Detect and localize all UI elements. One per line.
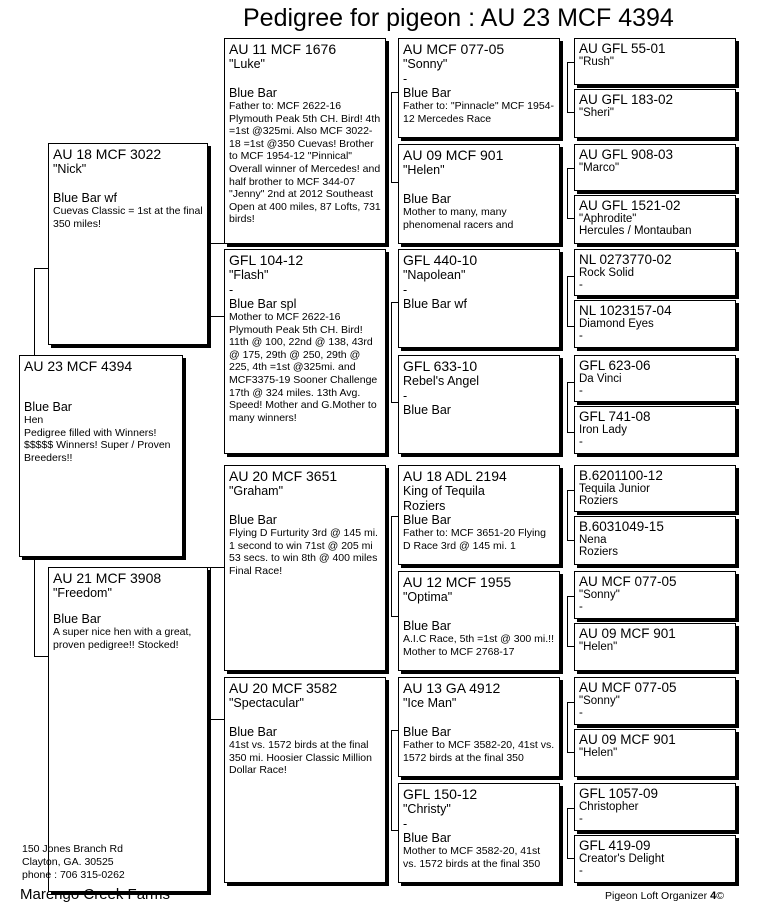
pigeon-id: GFL 440-10	[403, 252, 478, 268]
pigeon-name: "Flash"	[229, 268, 269, 282]
pigeon-color: Blue Bar	[403, 403, 451, 417]
gen5-card-8[interactable]	[574, 406, 736, 454]
pigeon-notes: Mother to MCF 2622-16 Plymouth Peak 5th CH. Bird! 11th @ 100, 22nd @ 138, 43rd @ 175, 29th @ 250, 29th @ 225, 4th =1st @325mi. and MCF3375-19 Sooner Challenge 17th @ 324 miles. 13th Avg. Speed! Mother and G.Mother to many winners!	[229, 311, 378, 424]
pigeon-name: "Sonny"	[579, 695, 620, 707]
pigeon-color: Blue Bar	[403, 192, 451, 206]
gen5-card-13[interactable]	[574, 677, 736, 725]
pigeon-name: "Helen"	[579, 747, 618, 759]
gen5-card-11[interactable]	[574, 571, 736, 619]
pigeon-extra: Roziers	[579, 546, 618, 558]
pigeon-name: "Nick"	[53, 162, 87, 176]
pigeon-id: NL 1023157-04	[579, 303, 672, 318]
pigeon-id: AU 12 MCF 1955	[403, 574, 512, 590]
phone-number: phone : 706 315-0262	[22, 869, 125, 881]
pigeon-id: GFL 623-06	[579, 358, 651, 373]
pigeon-name: Iron Lady	[579, 424, 627, 436]
pigeon-name: King of Tequila	[403, 484, 485, 498]
pigeon-extra: -	[403, 817, 408, 831]
gen5-card-4[interactable]	[574, 195, 736, 244]
pigeon-id: AU 20 MCF 3582	[229, 680, 338, 696]
pigeon-extra: -	[579, 813, 583, 825]
pigeon-name: "Optima"	[403, 590, 453, 604]
pigeon-name-line2: Roziers	[403, 499, 446, 513]
pigeon-id: GFL 150-12	[403, 786, 478, 802]
pigeon-id: AU GFL 55-01	[579, 41, 666, 56]
gen3-card-maternal-granddam[interactable]	[224, 677, 386, 883]
pigeon-id: AU GFL 908-03	[579, 147, 674, 162]
pigeon-color: Blue Bar	[229, 513, 277, 527]
pigeon-extra: -	[403, 283, 408, 297]
pigeon-name: Rebel's Angel	[403, 374, 480, 388]
gen4-card-6[interactable]	[398, 571, 560, 671]
gen5-card-12[interactable]	[574, 623, 736, 671]
pigeon-name: "Graham"	[229, 484, 284, 498]
farm-name: Marengo Creek Farms	[20, 886, 171, 903]
address-line-1: 150 Jones Branch Rd	[22, 843, 123, 855]
pigeon-notes: Pedigree filled with Winners! $$$$$ Winners! Super / Proven Breeders!!	[24, 426, 171, 464]
gen5-card-6[interactable]	[574, 300, 736, 348]
pigeon-name: "Freedom"	[53, 586, 112, 600]
gen5-card-3[interactable]	[574, 144, 736, 191]
gen4-card-1[interactable]	[398, 38, 560, 138]
pigeon-id: AU 13 GA 4912	[403, 680, 501, 696]
software-version: 4	[710, 890, 717, 902]
pigeon-notes: A.I.C Race, 5th =1st @ 300 mi.!! Mother to MCF 2768-17	[403, 633, 555, 658]
copyright-symbol: ©	[716, 890, 724, 902]
sire-card[interactable]	[48, 143, 208, 345]
pigeon-id: AU 09 MCF 901	[579, 732, 676, 747]
pigeon-extra: -	[229, 283, 234, 297]
loft-address	[22, 843, 125, 882]
pigeon-extra: -	[579, 385, 583, 397]
pigeon-name: "Marco"	[579, 162, 620, 174]
pigeon-color: Blue Bar	[229, 86, 277, 100]
software-credit	[605, 890, 724, 903]
gen3-card-maternal-grandsire[interactable]	[224, 465, 386, 671]
gen5-card-7[interactable]	[574, 355, 736, 402]
pigeon-notes: 41st vs. 1572 birds at the final 350 mi. Hoosier Classic Million Dollar Race!	[229, 739, 372, 777]
pigeon-id: AU 20 MCF 3651	[229, 468, 338, 484]
pigeon-extra: -	[579, 330, 583, 342]
pigeon-notes: Cuevas Classic = 1st at the final 350 miles!	[53, 205, 203, 230]
pigeon-color: Blue Bar spl	[229, 297, 297, 311]
pigeon-id: AU 23 MCF 4394	[24, 358, 133, 374]
pigeon-name: "Napolean"	[403, 268, 466, 282]
pigeon-id: B.6201100-12	[579, 468, 663, 483]
pigeon-notes: Mother to MCF 3582-20, 41st vs. 1572 birds at the final 350	[403, 845, 541, 870]
pigeon-id: AU 21 MCF 3908	[53, 570, 162, 586]
pigeon-name: "Rush"	[579, 56, 615, 68]
pigeon-name: "Sonny"	[579, 589, 620, 601]
gen4-card-8[interactable]	[398, 783, 560, 883]
pigeon-color: Blue Bar	[403, 513, 451, 527]
pigeon-id: GFL 741-08	[579, 409, 651, 424]
pigeon-color: Blue Bar	[403, 619, 451, 633]
pigeon-extra: Roziers	[579, 495, 618, 507]
pigeon-id: AU 09 MCF 901	[403, 147, 504, 163]
pigeon-id: AU 18 ADL 2194	[403, 468, 507, 484]
pigeon-id: NL 0273770-02	[579, 252, 672, 267]
pigeon-notes: Father to: "Pinnacle" MCF 1954-12 Mercedes Race	[403, 100, 555, 125]
pigeon-id: GFL 104-12	[229, 252, 304, 268]
gen5-card-5[interactable]	[574, 249, 736, 296]
pigeon-name: "Sonny"	[403, 57, 448, 71]
pigeon-id: AU 11 MCF 1676	[229, 41, 337, 57]
pigeon-id: GFL 1057-09	[579, 786, 659, 801]
pigeon-id: AU GFL 1521-02	[579, 198, 681, 213]
pigeon-color: Blue Bar	[24, 400, 72, 414]
pigeon-extra: -	[579, 707, 583, 719]
gen4-card-5[interactable]	[398, 465, 560, 565]
gen5-card-2[interactable]	[574, 89, 736, 138]
gen5-card-9[interactable]	[574, 465, 736, 512]
pigeon-color: Blue Bar	[403, 86, 451, 100]
gen4-card-4[interactable]	[398, 355, 560, 454]
address-line-2: Clayton, GA. 30525	[22, 856, 114, 868]
pigeon-id: AU 09 MCF 901	[579, 626, 676, 641]
pigeon-name: Christopher	[579, 801, 639, 813]
pigeon-id: GFL 633-10	[403, 358, 478, 374]
pigeon-name: Rock Solid	[579, 267, 634, 279]
pigeon-name: Tequila Junior	[579, 483, 650, 495]
pigeon-color: Blue Bar wf	[403, 297, 467, 311]
gen4-card-2[interactable]	[398, 144, 560, 244]
pigeon-name: Da Vinci	[579, 373, 622, 385]
page-title: Pedigree for pigeon : AU 23 MCF 4394	[243, 4, 674, 32]
gen5-card-10[interactable]	[574, 516, 736, 565]
pigeon-extra: -	[403, 389, 408, 403]
pigeon-notes: A super nice hen with a great, proven pedigree!! Stocked!	[53, 626, 192, 651]
pigeon-notes: Father to: MCF 3651-20 Flying D Race 3rd @ 145 mi. 1	[403, 527, 546, 552]
pigeon-color: Blue Bar	[403, 725, 451, 739]
pigeon-extra: -	[579, 436, 583, 448]
pigeon-color: Blue Bar	[53, 612, 101, 626]
pigeon-name: Nena	[579, 534, 607, 546]
pigeon-id: AU MCF 077-05	[579, 574, 677, 589]
gen3-card-paternal-grandsire[interactable]	[224, 38, 386, 244]
pigeon-name: Diamond Eyes	[579, 318, 654, 330]
pigeon-extra: -	[579, 865, 583, 877]
pigeon-notes: Father to MCF 3582-20, 41st vs. 1572 birds at the final 350	[403, 739, 555, 764]
pigeon-id: B.6031049-15	[579, 519, 664, 534]
gen4-card-3[interactable]	[398, 249, 560, 348]
pigeon-name: "Helen"	[403, 163, 445, 177]
gen5-card-15[interactable]	[574, 783, 736, 831]
pigeon-sex: Hen	[24, 414, 44, 426]
gen5-card-14[interactable]	[574, 729, 736, 777]
pigeon-name: "Ice Man"	[403, 696, 457, 710]
software-name: Pigeon Loft Organizer	[605, 890, 708, 902]
pigeon-id: AU GFL 183-02	[579, 92, 674, 107]
pigeon-id: GFL 419-09	[579, 838, 651, 853]
pigeon-notes: Mother to many, many phenomenal racers and	[403, 206, 514, 231]
pigeon-extra: -	[579, 601, 583, 613]
pigeon-name: "Aphrodite"	[579, 213, 637, 225]
pigeon-id: AU 18 MCF 3022	[53, 146, 162, 162]
pigeon-name: "Helen"	[579, 641, 618, 653]
pigeon-name: "Christy"	[403, 802, 451, 816]
subject-card[interactable]	[19, 355, 183, 557]
pigeon-color: Blue Bar	[229, 725, 277, 739]
pigeon-name: Creator's Delight	[579, 853, 665, 865]
pigeon-color: Blue Bar wf	[53, 191, 117, 205]
pigeon-extra: -	[403, 72, 408, 86]
gen3-card-paternal-granddam[interactable]	[224, 249, 386, 454]
gen5-card-16[interactable]	[574, 835, 736, 883]
pigeon-id: AU MCF 077-05	[403, 41, 505, 57]
pigeon-color: Blue Bar	[403, 831, 451, 845]
pigeon-extra: -	[579, 279, 583, 291]
pigeon-extra: Hercules / Montauban	[579, 225, 692, 237]
gen4-card-7[interactable]	[398, 677, 560, 777]
pigeon-notes: Father to: MCF 2622-16 Plymouth Peak 5th CH. Bird! 4th =1st @325mi. Also MCF 3022-18 =1st @350 Cuevas! Brother to MCF 1954-12 "Pinnical" Overall winner of Mercedes! and half brother to MCF 344-07 "Jenny" 2nd at 2012 Southeast Open at 400 miles, 87 Lofts, 731 birds!	[229, 100, 381, 226]
pigeon-name: "Spectacular"	[229, 696, 304, 710]
pigeon-id: AU MCF 077-05	[579, 680, 677, 695]
pigeon-notes: Flying D Furturity 3rd @ 145 mi. 1 second to win 71st @ 205 mi 53 secs. to win 8th @ 400 miles Final Race!	[229, 527, 378, 577]
pigeon-name: "Luke"	[229, 57, 265, 71]
gen5-card-1[interactable]	[574, 38, 736, 85]
pigeon-name: "Sheri"	[579, 107, 615, 119]
